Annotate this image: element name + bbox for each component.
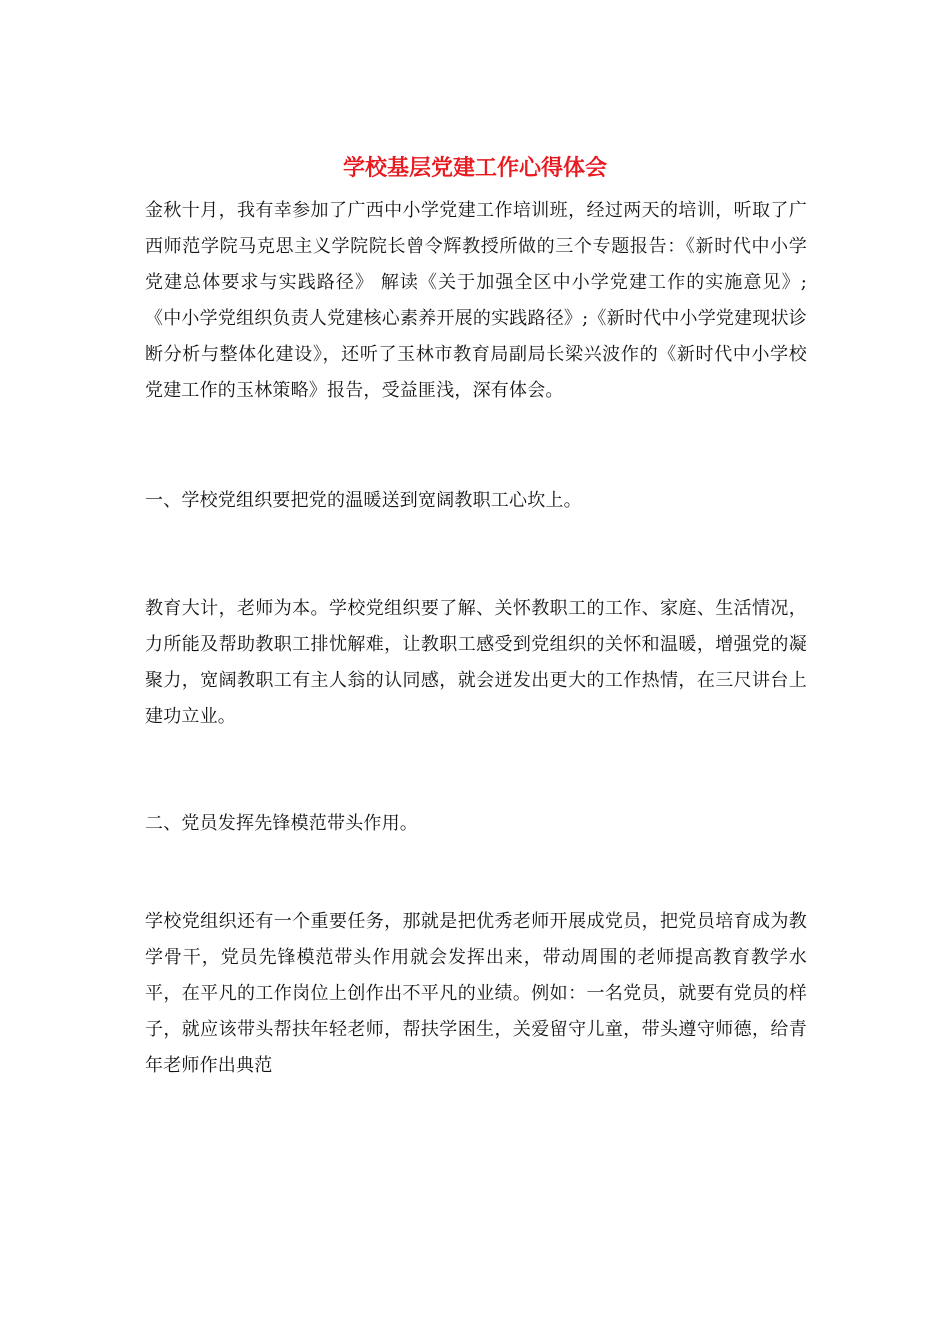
section-paragraph-2: 学校党组织还有一个重要任务，那就是把优秀老师开展成党员，把党员培育成为教学骨干，党员先锋模范带头作用就会发挥出来，带动周围的老师提高教育教学水平，在平凡的工作岗位上创作出不平凡的业绩。例如：一名党员，就要有党员的样子，就应该带头帮扶年轻老师，帮扶学困生，关爱留守儿童，带头遵守师德，给青年老师作出典范: [145, 911, 807, 1076]
section-paragraph-1: 教育大计，老师为本。学校党组织要了解、关怀教职工的工作、家庭、生活情况，力所能及帮助教职工排忧解难，让教职工感受到党组织的关怀和温暖，增强党的凝聚力，宽阔教职工有主人翁的认同感，就会迸发出更大的工作热情，在三尺讲台上建功立业。: [145, 598, 807, 727]
document-title: 学校基层党建工作心得体会: [342, 155, 607, 181]
section-heading-2: 二、党员发挥先锋模范带头作用。: [145, 813, 418, 834]
intro-paragraph: 金秋十月，我有幸参加了广西中小学党建工作培训班，经过两天的培训，听取了广西师范学院马克思主义学院院长曾令辉教授所做的三个专题报告：《新时代中小学党建总体要求与实践路径》 解读《关于加强全区中小学党建工作的实施意见》;《中小学党组织负责人党建核心素养开展的实践路径》;《新时代中小学党建现状诊断分析与整体化建设》，还听了玉林市教育局副局长梁兴波作的《新时代中小学校党建工作的玉林策略》报告，受益匪浅，深有体会。: [145, 200, 807, 401]
section-heading-1: 一、学校党组织要把党的温暖送到宽阔教职工心坎上。: [145, 490, 582, 511]
